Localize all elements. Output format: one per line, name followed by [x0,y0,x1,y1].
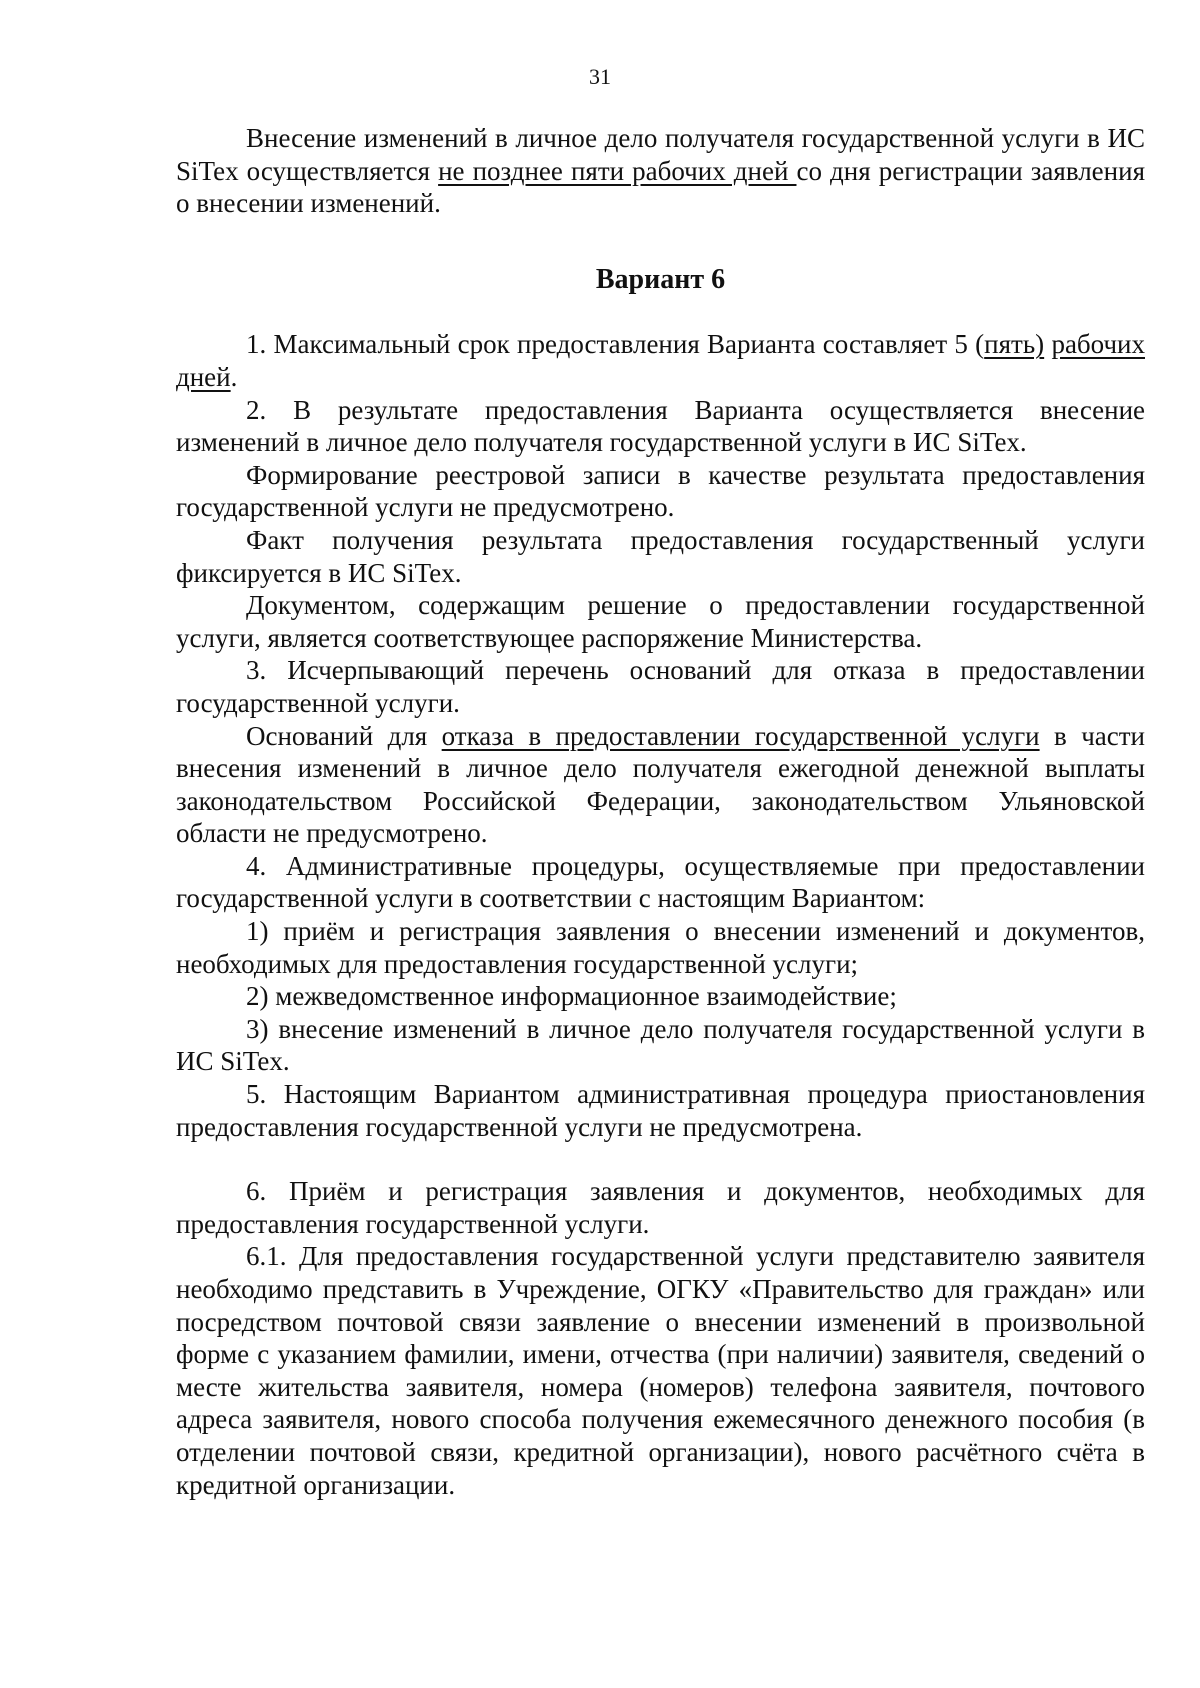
page-number: 31 [589,64,611,89]
paragraph-refusal [176,720,1145,850]
paragraph-document: Документом, содержащим решение о предоставлении государственной услуги, является соответствующее распоряжение Министерства. [176,590,1145,653]
item-1-underlined-five: пять) [984,329,1045,360]
item-1-text: 1. Максимальный срок предоставления Варианта составляет 5 ( [246,329,985,360]
refusal-text-1: Оснований для [246,720,442,751]
paragraph-fact: Факт получения результата предоставления государственный услуги фиксируется в ИС SiTex. [176,524,1145,588]
item-4: 4. Административные процедуры, осуществляемые при предоставлении государственной услуги в соответствии с настоящим Вариантом: [176,850,1145,914]
item-1-underlined-workdays: рабочих дней [176,329,1145,392]
document-body [176,122,1145,1501]
refusal-underlined: отказа в предоставлении государственной услуги [441,720,1040,751]
item-4-3: 3) внесение изменений в личное дело получателя государственной услуги в ИС SiTex. [176,1013,1145,1077]
intro-text-1: Внесение изменений в личное дело получателя государственной услуги в ИС SiTex осуществляется [176,123,1145,186]
paragraph-registry: Формирование реестровой записи в качестве результата предоставления государственной услуги не предусмотрено. [176,459,1145,523]
refusal-text-2: в части внесения изменений в личное дело получателя ежегодной денежной выплаты законодательством Российской Федерации, законодательством Ульяновской области не предусмотрено. [176,720,1145,849]
item-1-end: . [230,361,238,392]
variant-heading: Вариант 6 [595,263,726,295]
item-2: 2. В результате предоставления Варианта осуществляется внесение изменений в личное дело получателя государственной услуги в ИС SiTex. [176,394,1145,458]
item-6: 6. Приём и регистрация заявления и документов, необходимых для предоставления государственной услуги. [176,1176,1145,1239]
intro-paragraph [176,122,1145,220]
item-6-1: 6.1. Для предоставления государственной услуги представителю заявителя необходимо представить в Учреждение, ОГКУ «Правительство для граждан» или посредством почтовой связи заявление о внесении изменений в произвольной форме с указанием фамилии, имени, отчества (при наличии) заявителя, сведений о месте жительства заявителя, номера (номеров) телефона заявителя, почтового адреса заявителя, нового способа получения ежемесячного денежного пособия (в отделении почтовой связи, кредитной организации), нового расчётного счёта в кредитной организации. [176,1241,1145,1500]
item-5: 5. Настоящим Вариантом административная процедура приостановления предоставления государственной услуги не предусмотрена. [176,1079,1145,1142]
intro-underlined-deadline: не позднее пяти рабочих дней [438,155,797,186]
item-3: 3. Исчерпывающий перечень оснований для отказа в предоставлении государственной услуги. [176,655,1145,718]
item-4-1: 1) приём и регистрация заявления о внесении изменений и документов, необходимых для предоставления государственной услуги; [176,916,1145,979]
intro-text-2: со дня регистрации заявления о внесении изменений. [176,155,1145,219]
item-1 [176,328,1145,393]
item-4-2: 2) межведомственное информационное взаимодействие; [246,981,897,1012]
